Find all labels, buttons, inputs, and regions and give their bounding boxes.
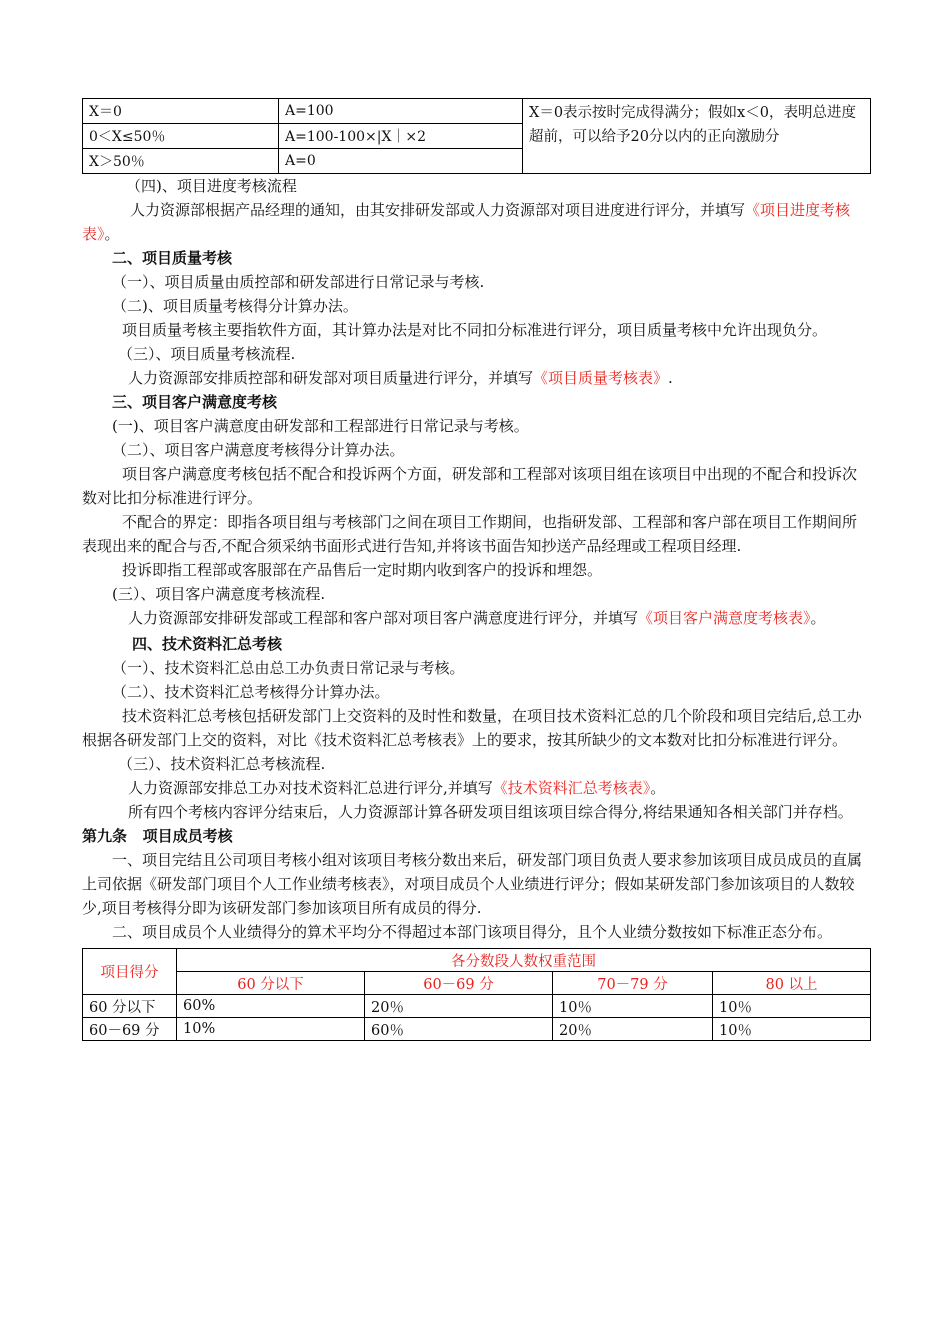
table-cell: 60％	[365, 1018, 553, 1041]
row-label: 60 分以下	[83, 995, 177, 1018]
section-heading: （四)、项目进度考核流程	[126, 177, 297, 195]
table-corner-header: 项目得分	[83, 949, 177, 995]
document-page	[82, 98, 870, 1041]
table-cell: X＞50％	[83, 149, 279, 174]
paragraph	[82, 776, 870, 800]
table-header-row	[83, 949, 871, 972]
section-heading: （二）、项目客户满意度考核得分计算办法。	[112, 441, 405, 459]
row-label: 60－69 分	[83, 1018, 177, 1041]
paragraph	[82, 198, 870, 246]
section-heading: （二)、项目质量考核得分计算办法。	[112, 297, 358, 315]
paragraph: 二、项目成员个人业绩得分的算术平均分不得超过本部门该项目得分，且个人业绩分数按如下标准正态分布。	[112, 923, 833, 941]
table-cell: 10％	[713, 1018, 871, 1041]
punctuation: 。	[104, 225, 120, 243]
table-header-row	[83, 972, 871, 995]
paragraph-text: 人力资源部安排总工办对技术资料汇总进行评分,并填写	[128, 779, 493, 797]
punctuation: .	[668, 369, 673, 387]
paragraph: 项目客户满意度考核包括不配合和投诉两个方面，研发部和工程部对该项目组在该项目中出现的不配合和投诉次数对比扣分标准进行评分。	[82, 465, 858, 507]
section-heading: （一）、项目质量由质控部和研发部进行日常记录与考核.	[112, 273, 485, 291]
form-reference: 《项目质量考核表》	[533, 369, 669, 387]
column-header: 70－79 分	[553, 972, 713, 995]
table-row	[83, 99, 871, 124]
section-heading: （二）、技术资料汇总考核得分计算办法。	[112, 683, 390, 701]
score-distribution-table	[82, 948, 871, 1041]
section-title: 三、项目客户满意度考核	[112, 393, 278, 411]
paragraph: 技术资料汇总考核包括研发部门上交资料的及时性和数量，在项目技术资料汇总的几个阶段和项目完结后,总工办根据各研发部门上交的资料，对比《技术资料汇总考核表》上的要求，按其所缺少的文本数对比扣分标准进行评分。	[82, 707, 862, 749]
table-cell: A=0	[279, 149, 523, 174]
table-cell: X＝0	[83, 99, 279, 124]
column-header: 60－69 分	[365, 972, 553, 995]
progress-score-table	[82, 98, 871, 174]
table-cell: A=100	[279, 99, 523, 124]
punctuation: 。	[650, 779, 666, 797]
table-group-header: 各分数段人数权重范围	[177, 949, 871, 972]
paragraph: 投诉即指工程部或客服部在产品售后一定时期内收到客户的投诉和埋怨。	[122, 561, 603, 579]
paragraph: 项目质量考核主要指软件方面，其计算办法是对比不同扣分标准进行评分，项目质量考核中允许出现负分。	[122, 321, 828, 339]
punctuation: 。	[810, 609, 826, 627]
article-title: 第九条 项目成员考核	[82, 827, 233, 845]
paragraph: 不配合的界定：即指各项目组与考核部门之间在项目工作期间，也指研发部、工程部和客户部在项目工作期间所表现出来的配合与否,不配合须采纳书面形式进行告知,并将该书面告知抄送产品经理或工程项目经理.	[82, 513, 858, 555]
column-header: 60 分以下	[177, 972, 365, 995]
section-heading: （三）、技术资料汇总考核流程.	[118, 755, 326, 773]
column-header: 80 以上	[713, 972, 871, 995]
section-title: 四、技术资料汇总考核	[132, 635, 283, 653]
paragraph-text: 人力资源部根据产品经理的通知，由其安排研发部或人力资源部对项目进度进行评分，并填写	[130, 201, 746, 219]
table-cell: 20％	[553, 1018, 713, 1041]
table-row	[83, 1018, 871, 1041]
table-cell: 20％	[365, 995, 553, 1018]
table-row	[83, 995, 871, 1018]
paragraph-text: 人力资源部安排研发部或工程部和客户部对项目客户满意度进行评分，并填写	[128, 609, 639, 627]
paragraph	[82, 366, 870, 390]
section-heading: （一）、技术资料汇总由总工办负责日常记录与考核。	[112, 659, 465, 677]
form-reference: 《项目客户满意度考核表》	[638, 609, 811, 627]
table-note-cell: X＝0表示按时完成得满分；假如x＜0，表明总进度超前，可以给予20分以内的正向激励分	[523, 99, 871, 174]
form-reference: 《项目进度考核表》	[82, 201, 851, 243]
section-heading: (一)、项目客户满意度由研发部和工程部进行日常记录与考核。	[112, 417, 529, 435]
table-cell: 10％	[553, 995, 713, 1018]
paragraph	[82, 606, 870, 630]
paragraph: 所有四个考核内容评分结束后，人力资源部计算各研发项目组该项目综合得分,将结果通知各相关部门并存档。	[128, 803, 853, 821]
section-heading: （三）、项目质量考核流程.	[118, 345, 296, 363]
form-reference: 《技术资料汇总考核表》	[492, 779, 651, 797]
paragraph-text: 人力资源部安排质控部和研发部对项目质量进行评分，并填写	[128, 369, 534, 387]
table-cell: 0＜X≤50％	[83, 124, 279, 149]
table-cell: 60%	[177, 995, 365, 1018]
table-cell: A=100-100×|X｜×2	[279, 124, 523, 149]
table-cell: 10％	[713, 995, 871, 1018]
paragraph: 一、项目完结且公司项目考核小组对该项目考核分数出来后，研发部门项目负责人要求参加该项目成员成员的直属上司依据《研发部门项目个人工作业绩考核表》，对项目成员个人业绩进行评分；假如某研发部门参加该项目的人数较少,项目考核得分即为该研发部门参加该项目所有成员的得分.	[82, 851, 863, 917]
section-title: 二、项目质量考核	[112, 249, 233, 267]
section-heading: (三）、项目客户满意度考核流程.	[112, 585, 326, 603]
table-cell: 10%	[177, 1018, 365, 1041]
